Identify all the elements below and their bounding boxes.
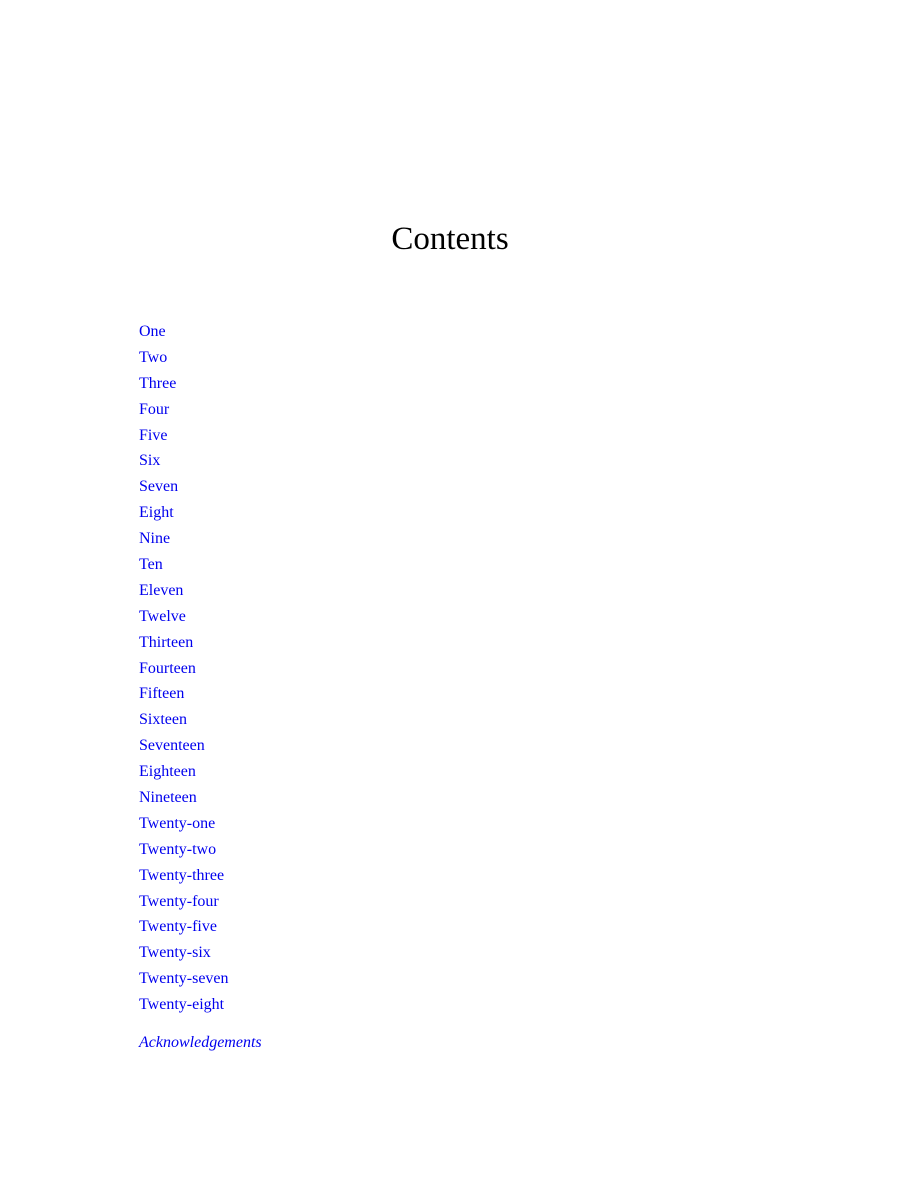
toc-item	[139, 837, 229, 863]
toc-link-chapter-3[interactable]: Three	[139, 374, 177, 392]
toc-link-acknowledgements[interactable]: Acknowledgements	[139, 1034, 262, 1051]
toc-link-chapter-15[interactable]: Fifteen	[139, 685, 185, 703]
toc-item	[139, 733, 229, 759]
table-of-contents	[139, 319, 229, 1018]
toc-link-chapter-16[interactable]: Sixteen	[139, 711, 187, 729]
toc-link-chapter-27[interactable]: Twenty-seven	[139, 970, 229, 988]
toc-item	[139, 578, 229, 604]
toc-item	[139, 319, 229, 345]
toc-link-chapter-14[interactable]: Fourteen	[139, 659, 196, 677]
toc-item	[139, 656, 229, 682]
toc-item	[139, 630, 229, 656]
toc-item	[139, 345, 229, 371]
toc-item	[139, 397, 229, 423]
toc-item	[139, 423, 229, 449]
toc-item	[139, 940, 229, 966]
toc-link-chapter-28[interactable]: Twenty-eight	[139, 996, 225, 1014]
toc-link-chapter-24[interactable]: Twenty-four	[139, 892, 219, 910]
toc-item	[139, 811, 229, 837]
toc-item	[139, 707, 229, 733]
toc-link-chapter-26[interactable]: Twenty-six	[139, 944, 211, 962]
toc-link-chapter-8[interactable]: Eight	[139, 504, 174, 522]
toc-item	[139, 371, 229, 397]
toc-link-chapter-9[interactable]: Nine	[139, 530, 171, 548]
toc-item	[139, 759, 229, 785]
toc-link-chapter-5[interactable]: Five	[139, 426, 168, 444]
toc-link-chapter-11[interactable]: Eleven	[139, 581, 184, 599]
toc-link-chapter-4[interactable]: Four	[139, 400, 170, 418]
toc-link-chapter-10[interactable]: Ten	[139, 556, 163, 574]
toc-link-chapter-25[interactable]: Twenty-five	[139, 918, 217, 936]
toc-link-chapter-21[interactable]: Twenty-one	[139, 814, 216, 832]
toc-item	[139, 526, 229, 552]
toc-item	[139, 914, 229, 940]
toc-link-chapter-1[interactable]: One	[139, 323, 166, 340]
toc-link-chapter-19[interactable]: Nineteen	[139, 789, 197, 807]
toc-item	[139, 966, 229, 992]
toc-link-chapter-2[interactable]: Two	[139, 348, 168, 366]
toc-item	[139, 474, 229, 500]
toc-item	[139, 863, 229, 889]
page-title: Contents	[391, 221, 509, 257]
toc-link-chapter-18[interactable]: Eighteen	[139, 763, 196, 781]
toc-item	[139, 681, 229, 707]
toc-link-chapter-7[interactable]: Seven	[139, 478, 179, 496]
toc-link-chapter-17[interactable]: Seventeen	[139, 737, 205, 755]
toc-link-chapter-13[interactable]: Thirteen	[139, 633, 194, 651]
toc-item	[139, 448, 229, 474]
toc-link-chapter-6[interactable]: Six	[139, 452, 161, 470]
toc-item	[139, 552, 229, 578]
toc-item	[139, 604, 229, 630]
toc-link-chapter-12[interactable]: Twelve	[139, 607, 186, 625]
back-matter	[139, 1030, 262, 1055]
toc-link-chapter-22[interactable]: Twenty-two	[139, 840, 217, 858]
toc-link-chapter-23[interactable]: Twenty-three	[139, 866, 225, 884]
toc-item	[139, 500, 229, 526]
toc-item	[139, 785, 229, 811]
toc-item	[139, 992, 229, 1018]
toc-item	[139, 889, 229, 915]
